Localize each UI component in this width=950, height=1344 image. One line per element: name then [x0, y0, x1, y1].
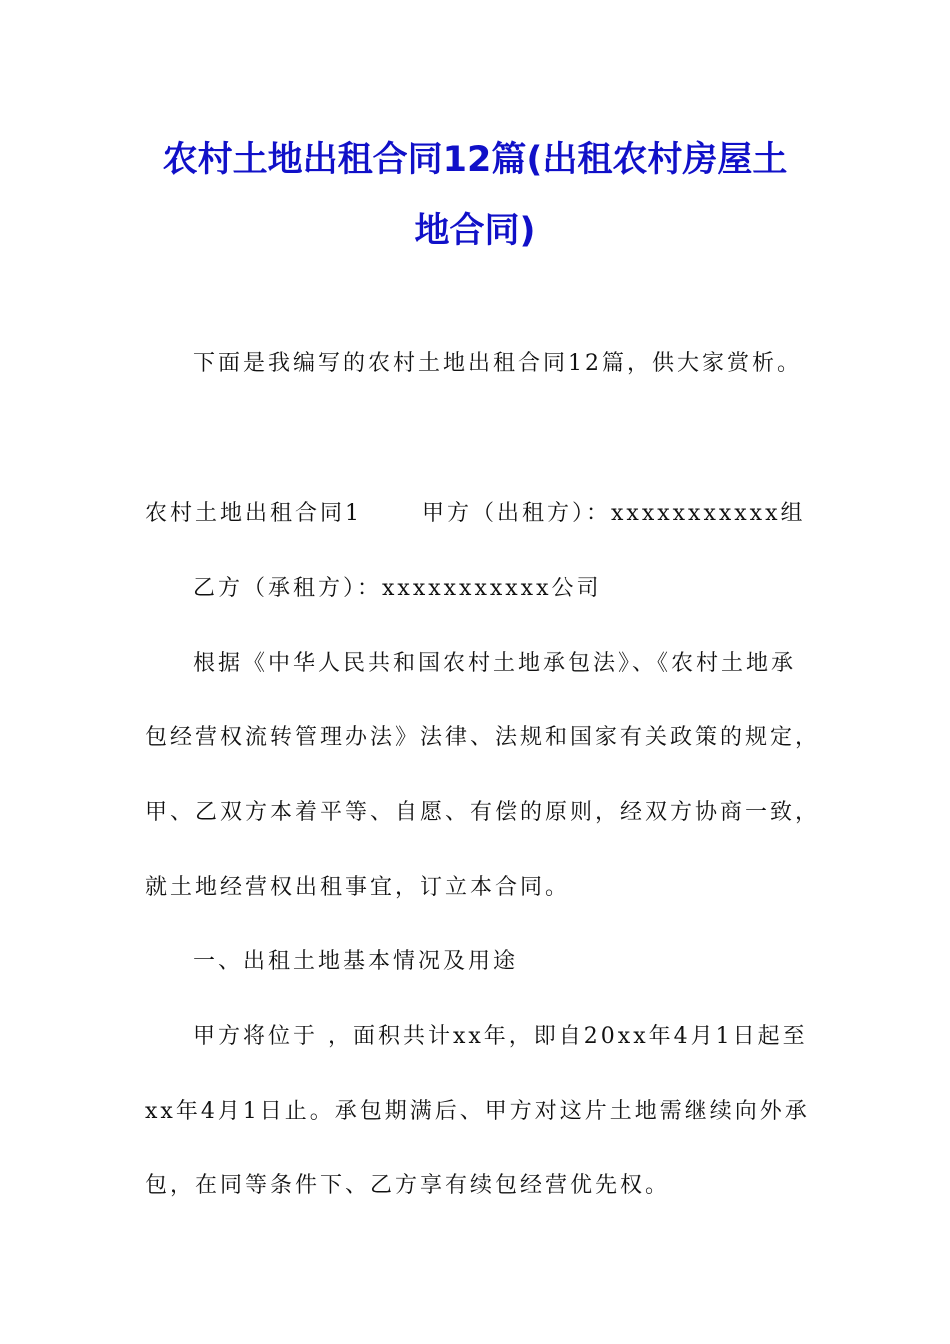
paragraph-1-line-3: 甲、乙双方本着平等、自愿、有偿的原则，经双方协商一致， — [145, 800, 821, 825]
paragraph-1-line-1: 根据《中华人民共和国农村土地承包法》、《农村土地承 — [193, 651, 797, 676]
party-b-text: 乙方（承租方）：xxxxxxxxxxx公司 — [193, 576, 602, 601]
paragraph-2-line-1: 甲方将位于 ，面积共计xx年，即自20xx年4月1日起至 — [193, 1024, 808, 1049]
section-1-heading: 一、出租土地基本情况及用途 — [193, 949, 519, 974]
party-a-text: 甲方（出租方）：xxxxxxxxxxx组 — [422, 501, 806, 526]
paragraph-1-line-2: 包经营权流转管理办法》法律、法规和国家有关政策的规定， — [145, 725, 821, 750]
contract-1-heading: 农村土地出租合同1 — [145, 501, 362, 526]
paragraph-2-line-3: 包，在同等条件下、乙方享有续包经营优先权。 — [145, 1173, 671, 1198]
intro-text: 下面是我编写的农村土地出租合同12篇，供大家赏析。 — [193, 351, 802, 376]
contract-1-line — [145, 496, 805, 527]
document-title-line-1: 农村土地出租合同12篇(出租农村房屋土 — [162, 140, 788, 180]
paragraph-2-line-2: xx年4月1日止。承包期满后、甲方对这片土地需继续向外承 — [145, 1099, 810, 1124]
document-title-line-2: 地合同) — [414, 211, 536, 251]
paragraph-1-line-4: 就土地经营权出租事宜，订立本合同。 — [145, 875, 571, 900]
